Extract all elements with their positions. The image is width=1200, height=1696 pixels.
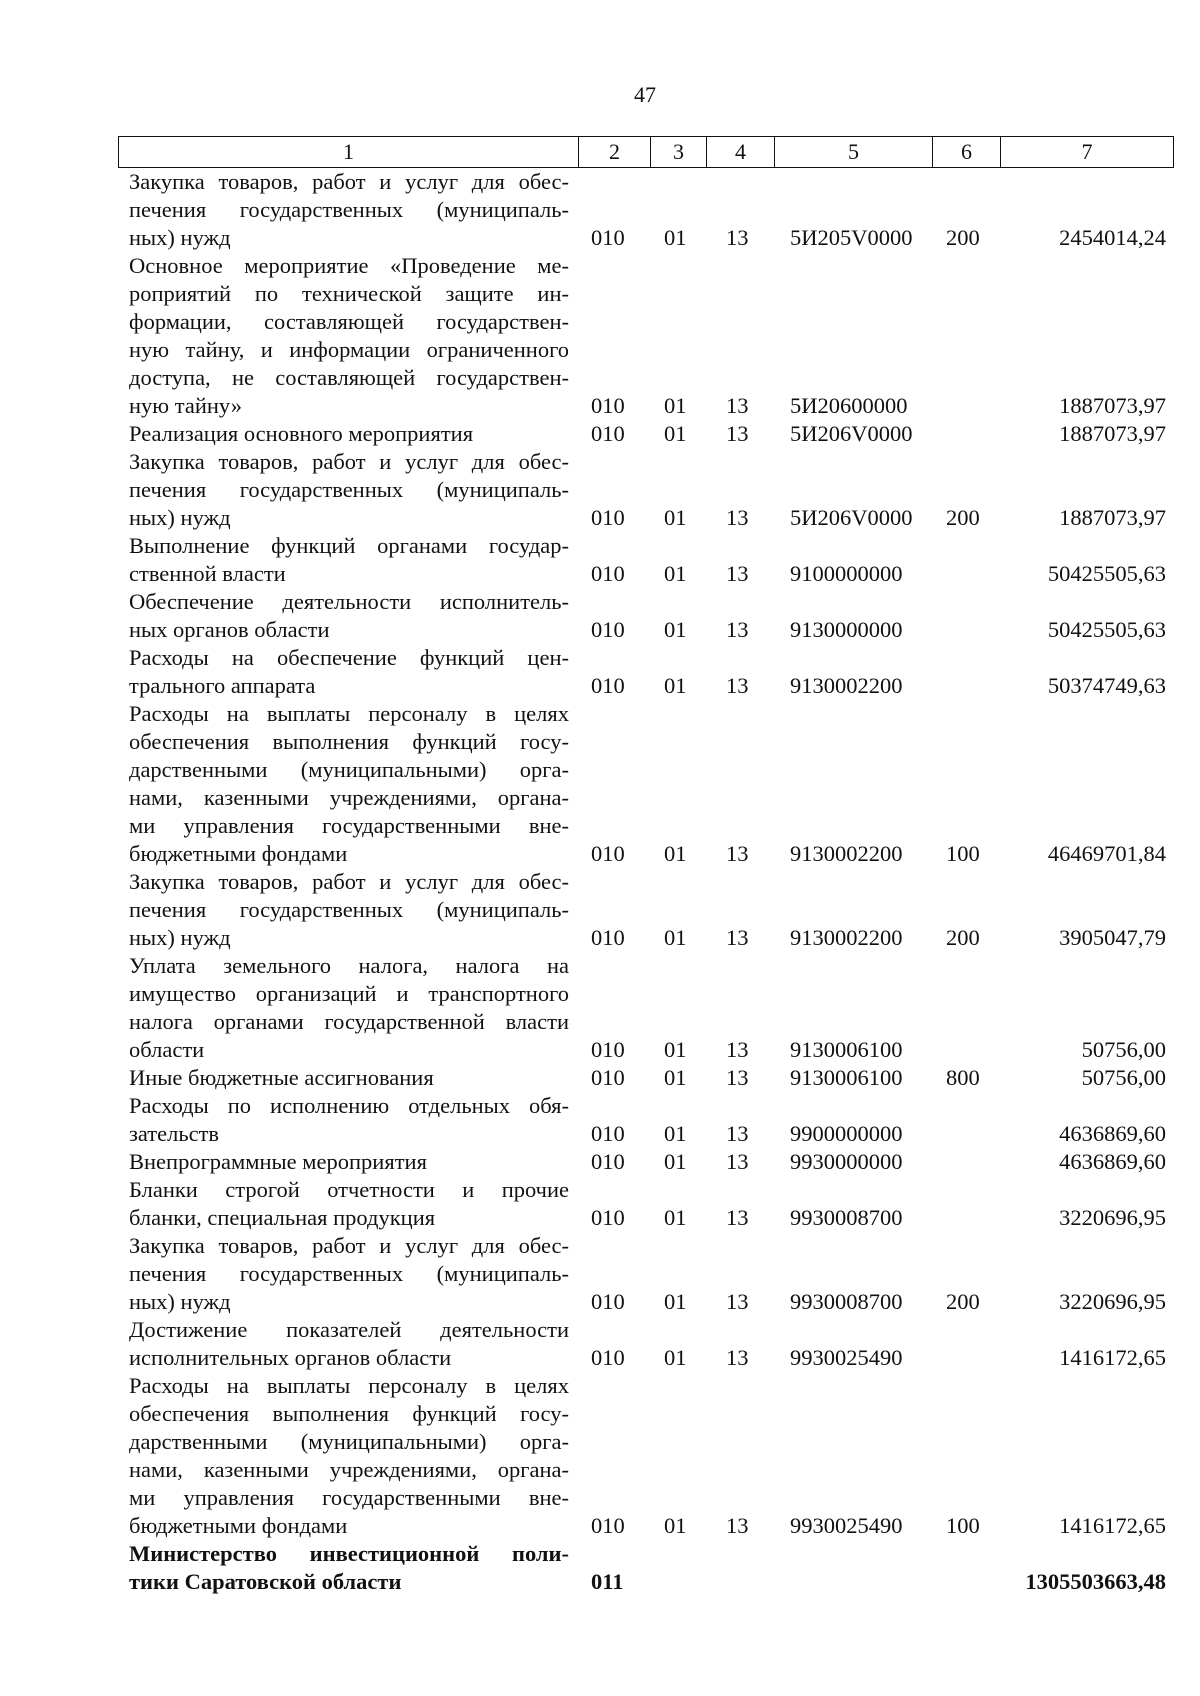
cell-col-2: 010 — [591, 1149, 625, 1174]
description-line: ных) нужд — [129, 925, 231, 950]
cell-col-4: 13 — [726, 673, 749, 698]
cell-col-7: 1416172,65 — [1059, 1345, 1166, 1370]
cell-col-5: 5И205V0000 — [790, 225, 913, 250]
table-row — [0, 588, 1200, 644]
cell-col-5: 9930008700 — [790, 1205, 903, 1230]
description-line: формации, составляющей государствен- — [129, 309, 569, 334]
cell-col-3: 01 — [664, 1121, 687, 1146]
cell-col-4: 13 — [726, 421, 749, 446]
cell-col-4: 13 — [726, 925, 749, 950]
description-line: ми управления государственными вне- — [129, 1485, 569, 1510]
cell-col-3: 01 — [664, 1513, 687, 1538]
cell-col-2: 010 — [591, 1345, 625, 1370]
table-body — [0, 168, 1200, 1596]
cell-col-2: 010 — [591, 1205, 625, 1230]
description-line: Выполнение функций органами государ- — [129, 533, 569, 558]
description-line: обеспечения выполнения функций госу- — [129, 729, 569, 754]
description-line: обеспечения выполнения функций госу- — [129, 1401, 569, 1426]
cell-col-6: 200 — [946, 225, 980, 250]
header-col-3: 3 — [651, 137, 707, 167]
cell-col-6: 100 — [946, 1513, 980, 1538]
cell-col-4: 13 — [726, 617, 749, 642]
cell-col-7: 1305503663,48 — [1025, 1569, 1166, 1594]
cell-col-7: 3220696,95 — [1059, 1205, 1166, 1230]
cell-col-4: 13 — [726, 1289, 749, 1314]
cell-col-3: 01 — [664, 393, 687, 418]
cell-col-7: 46469701,84 — [1047, 841, 1166, 866]
description-line: Министерство инвестиционной поли- — [129, 1541, 569, 1566]
cell-col-2: 010 — [591, 617, 625, 642]
cell-col-2: 010 — [591, 1065, 625, 1090]
description-line: печения государственных (муниципаль- — [129, 1261, 569, 1286]
table-row — [0, 1316, 1200, 1372]
description-line: зательств — [129, 1121, 220, 1146]
cell-col-5: 9100000000 — [790, 561, 903, 586]
cell-col-2: 010 — [591, 1037, 625, 1062]
cell-col-2: 010 — [591, 561, 625, 586]
cell-col-3: 01 — [664, 1037, 687, 1062]
cell-col-4: 13 — [726, 225, 749, 250]
description-line: исполнительных органов области — [129, 1345, 452, 1370]
row-description — [129, 644, 569, 700]
description-line: тики Саратовской области — [129, 1569, 402, 1594]
cell-col-2: 010 — [591, 393, 625, 418]
cell-col-7: 1887073,97 — [1059, 393, 1166, 418]
cell-col-7: 50425505,63 — [1047, 617, 1166, 642]
cell-col-3: 01 — [664, 1065, 687, 1090]
row-description — [129, 532, 569, 588]
cell-col-4: 13 — [726, 1149, 749, 1174]
row-description — [129, 1232, 569, 1316]
cell-col-6: 200 — [946, 925, 980, 950]
cell-col-5: 9900000000 — [790, 1121, 903, 1146]
table-row — [0, 1148, 1200, 1176]
table-row — [0, 952, 1200, 1064]
table-row — [0, 420, 1200, 448]
table-row — [0, 252, 1200, 420]
header-col-4: 4 — [707, 137, 775, 167]
cell-col-3: 01 — [664, 505, 687, 530]
cell-col-7: 1416172,65 — [1059, 1513, 1166, 1538]
description-line: Достижение показателей деятельности — [129, 1317, 569, 1342]
description-line: печения государственных (муниципаль- — [129, 477, 569, 502]
description-line: Внепрограммные мероприятия — [129, 1149, 427, 1174]
cell-col-5: 9130002200 — [790, 673, 903, 698]
description-line: печения государственных (муниципаль- — [129, 897, 569, 922]
description-line: ных) нужд — [129, 1289, 231, 1314]
description-line: бюджетными фондами — [129, 1513, 348, 1538]
table-row — [0, 1092, 1200, 1148]
cell-col-2: 011 — [591, 1569, 624, 1594]
description-line: Расходы на обеспечение функций цен- — [129, 645, 569, 670]
table-row — [0, 868, 1200, 952]
cell-col-7: 3905047,79 — [1059, 925, 1166, 950]
description-line: ных) нужд — [129, 505, 231, 530]
description-line: Закупка товаров, работ и услуг для обес- — [129, 869, 569, 894]
cell-col-4: 13 — [726, 561, 749, 586]
cell-col-2: 010 — [591, 1121, 625, 1146]
cell-col-4: 13 — [726, 841, 749, 866]
description-line: ную тайну» — [129, 393, 242, 418]
cell-col-4: 13 — [726, 393, 749, 418]
cell-col-7: 1887073,97 — [1059, 421, 1166, 446]
cell-col-2: 010 — [591, 225, 625, 250]
row-description — [129, 252, 569, 420]
description-line: ных органов области — [129, 617, 330, 642]
row-description — [129, 868, 569, 952]
table-row — [0, 644, 1200, 700]
cell-col-3: 01 — [664, 561, 687, 586]
description-line: Бланки строгой отчетности и прочие — [129, 1177, 569, 1202]
table-row — [0, 1176, 1200, 1232]
cell-col-3: 01 — [664, 1289, 687, 1314]
cell-col-7: 50756,00 — [1081, 1065, 1166, 1090]
description-line: дарственными (муниципальными) орга- — [129, 1429, 569, 1454]
row-description — [129, 1176, 569, 1232]
cell-col-5: 5И206V0000 — [790, 505, 913, 530]
cell-col-7: 50425505,63 — [1047, 561, 1166, 586]
description-line: трального аппарата — [129, 673, 316, 698]
row-description — [129, 588, 569, 644]
row-description — [129, 1092, 569, 1148]
description-line: Основное мероприятие «Проведение ме- — [129, 253, 569, 278]
description-line: Закупка товаров, работ и услуг для обес- — [129, 449, 569, 474]
cell-col-3: 01 — [664, 617, 687, 642]
description-line: бланки, специальная продукция — [129, 1205, 436, 1230]
cell-col-3: 01 — [664, 925, 687, 950]
table-row — [0, 1232, 1200, 1316]
description-line: ми управления государственными вне- — [129, 813, 569, 838]
table-row — [0, 168, 1200, 252]
table-row — [0, 1540, 1200, 1596]
row-description — [129, 448, 569, 532]
description-line: Закупка товаров, работ и услуг для обес- — [129, 1233, 569, 1258]
cell-col-5: 9930000000 — [790, 1149, 903, 1174]
cell-col-3: 01 — [664, 673, 687, 698]
row-description — [129, 1372, 569, 1540]
description-line: Обеспечение деятельности исполнитель- — [129, 589, 569, 614]
description-line: Уплата земельного налога, налога на — [129, 953, 569, 978]
table-header — [118, 136, 1174, 168]
row-description — [129, 168, 569, 252]
header-col-6: 6 — [933, 137, 1001, 167]
cell-col-4: 13 — [726, 1513, 749, 1538]
description-line: Реализация основного мероприятия — [129, 421, 474, 446]
description-line: Закупка товаров, работ и услуг для обес- — [129, 169, 569, 194]
description-line: налога органами государственной власти — [129, 1009, 569, 1034]
cell-col-5: 9930025490 — [790, 1513, 903, 1538]
cell-col-5: 9930025490 — [790, 1345, 903, 1370]
description-line: роприятий по технической защите ин- — [129, 281, 569, 306]
cell-col-5: 5И206V0000 — [790, 421, 913, 446]
cell-col-2: 010 — [591, 1289, 625, 1314]
cell-col-5: 9130002200 — [790, 841, 903, 866]
cell-col-2: 010 — [591, 421, 625, 446]
cell-col-3: 01 — [664, 841, 687, 866]
cell-col-3: 01 — [664, 421, 687, 446]
cell-col-5: 5И20600000 — [790, 393, 908, 418]
row-description — [129, 1064, 569, 1092]
header-col-1: 1 — [119, 137, 579, 167]
cell-col-2: 010 — [591, 925, 625, 950]
table-row — [0, 1064, 1200, 1092]
cell-col-4: 13 — [726, 1345, 749, 1370]
description-line: имущество организаций и транспортного — [129, 981, 569, 1006]
cell-col-7: 1887073,97 — [1059, 505, 1166, 530]
description-line: бюджетными фондами — [129, 841, 348, 866]
cell-col-3: 01 — [664, 1345, 687, 1370]
cell-col-4: 13 — [726, 1065, 749, 1090]
cell-col-5: 9130002200 — [790, 925, 903, 950]
cell-col-2: 010 — [591, 673, 625, 698]
row-description — [129, 700, 569, 868]
cell-col-3: 01 — [664, 1205, 687, 1230]
cell-col-2: 010 — [591, 1513, 625, 1538]
header-col-2: 2 — [579, 137, 651, 167]
cell-col-4: 13 — [726, 1205, 749, 1230]
header-col-7: 7 — [1081, 139, 1093, 164]
cell-col-7: 50756,00 — [1081, 1037, 1166, 1062]
description-line: ных) нужд — [129, 225, 231, 250]
table-row — [0, 1372, 1200, 1540]
table-row — [0, 448, 1200, 532]
cell-col-7: 4636869,60 — [1059, 1149, 1166, 1174]
description-line: области — [129, 1037, 205, 1062]
cell-col-5: 9130000000 — [790, 617, 903, 642]
cell-col-5: 9130006100 — [790, 1065, 903, 1090]
table-row — [0, 700, 1200, 868]
cell-col-2: 010 — [591, 841, 625, 866]
row-description — [129, 1316, 569, 1372]
description-line: дарственными (муниципальными) орга- — [129, 757, 569, 782]
description-line: нами, казенными учреждениями, органа- — [129, 785, 569, 810]
cell-col-7: 2454014,24 — [1059, 225, 1166, 250]
description-line: ственной власти — [129, 561, 286, 586]
cell-col-4: 13 — [726, 505, 749, 530]
description-line: доступа, не составляющей государствен- — [129, 365, 569, 390]
description-line: нами, казенными учреждениями, органа- — [129, 1457, 569, 1482]
cell-col-6: 200 — [946, 1289, 980, 1314]
table-row — [0, 532, 1200, 588]
cell-col-2: 010 — [591, 505, 625, 530]
cell-col-3: 01 — [664, 1149, 687, 1174]
cell-col-6: 800 — [946, 1065, 980, 1090]
description-line: Иные бюджетные ассигнования — [129, 1065, 434, 1090]
cell-col-6: 200 — [946, 505, 980, 530]
cell-col-4: 13 — [726, 1121, 749, 1146]
cell-col-7: 3220696,95 — [1059, 1289, 1166, 1314]
row-description — [129, 1148, 569, 1176]
row-description — [129, 420, 569, 448]
description-line: Расходы на выплаты персоналу в целях — [129, 701, 569, 726]
cell-col-7: 50374749,63 — [1047, 673, 1166, 698]
cell-col-4: 13 — [726, 1037, 749, 1062]
page-number: 47 — [634, 82, 656, 107]
cell-col-3: 01 — [664, 225, 687, 250]
cell-col-5: 9930008700 — [790, 1289, 903, 1314]
cell-col-6: 100 — [946, 841, 980, 866]
row-description — [129, 952, 569, 1064]
cell-col-5: 9130006100 — [790, 1037, 903, 1062]
description-line: Расходы на выплаты персоналу в целях — [129, 1373, 569, 1398]
row-description — [129, 1540, 569, 1596]
header-col-5: 5 — [775, 137, 933, 167]
description-line: печения государственных (муниципаль- — [129, 197, 569, 222]
description-line: Расходы по исполнению отдельных обя- — [129, 1093, 569, 1118]
description-line: ную тайну, и информации ограниченного — [129, 337, 569, 362]
cell-col-7: 4636869,60 — [1059, 1121, 1166, 1146]
